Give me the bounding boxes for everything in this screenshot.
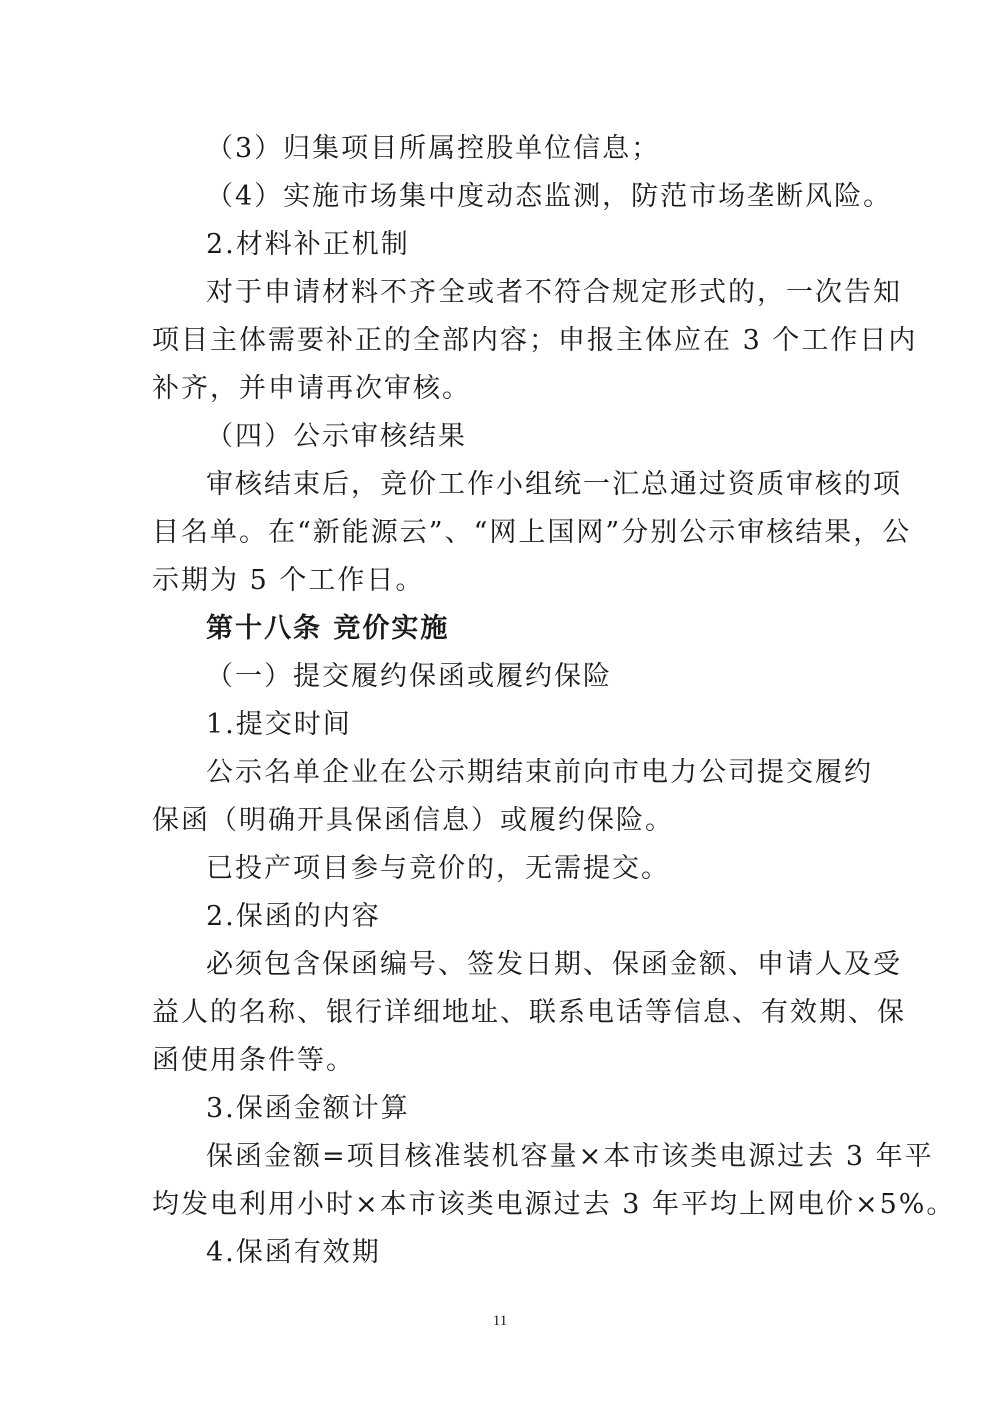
- text-line: 项目主体需要补正的全部内容；申报主体应在 3 个工作日内: [152, 325, 918, 356]
- text-line: 保函金额=项目核准装机容量×本市该类电源过去 3 年平: [206, 1141, 934, 1172]
- section-heading: 3.保函金额计算: [206, 1093, 410, 1124]
- text-line: 益人的名称、银行详细地址、联系电话等信息、有效期、保: [152, 997, 906, 1028]
- text-line: 审核结束后，竞价工作小组统一汇总通过资质审核的项: [206, 469, 902, 500]
- section-heading: 4.保函有效期: [206, 1237, 381, 1268]
- article-heading: 第十八条 竞价实施: [206, 613, 450, 644]
- text-line: （3）归集项目所属控股单位信息；: [206, 133, 661, 164]
- section-heading: （一）提交履约保函或履约保险: [206, 661, 612, 692]
- text-line: 已投产项目参与竞价的，无需提交。: [206, 853, 670, 884]
- text-line: 公示名单企业在公示期结束前向市电力公司提交履约: [206, 757, 873, 788]
- text-line: 示期为 5 个工作日。: [152, 565, 425, 596]
- section-heading: 2.材料补正机制: [206, 229, 410, 260]
- section-heading: （四）公示审核结果: [206, 421, 467, 452]
- section-heading: 1.提交时间: [206, 709, 352, 740]
- text-line: 函使用条件等。: [152, 1045, 355, 1076]
- page-body: [152, 125, 956, 1277]
- text-line: 必须包含保函编号、签发日期、保函金额、申请人及受: [206, 949, 902, 980]
- text-line: 补齐，并申请再次审核。: [152, 373, 471, 404]
- text-line: 保函（明确开具保函信息）或履约保险。: [152, 805, 674, 836]
- page-number: 11: [492, 1313, 508, 1329]
- text-line: （4）实施市场集中度动态监测，防范市场垄断风险。: [206, 181, 893, 212]
- text-line: 对于申请材料不齐全或者不符合规定形式的，一次告知: [206, 277, 902, 308]
- section-heading: 2.保函的内容: [206, 901, 381, 932]
- text-line: 目名单。在“新能源云”、“网上国网”分别公示审核结果，公: [152, 517, 912, 548]
- text-line: 均发电利用小时×本市该类电源过去 3 年平均上网电价×5%。: [152, 1189, 956, 1220]
